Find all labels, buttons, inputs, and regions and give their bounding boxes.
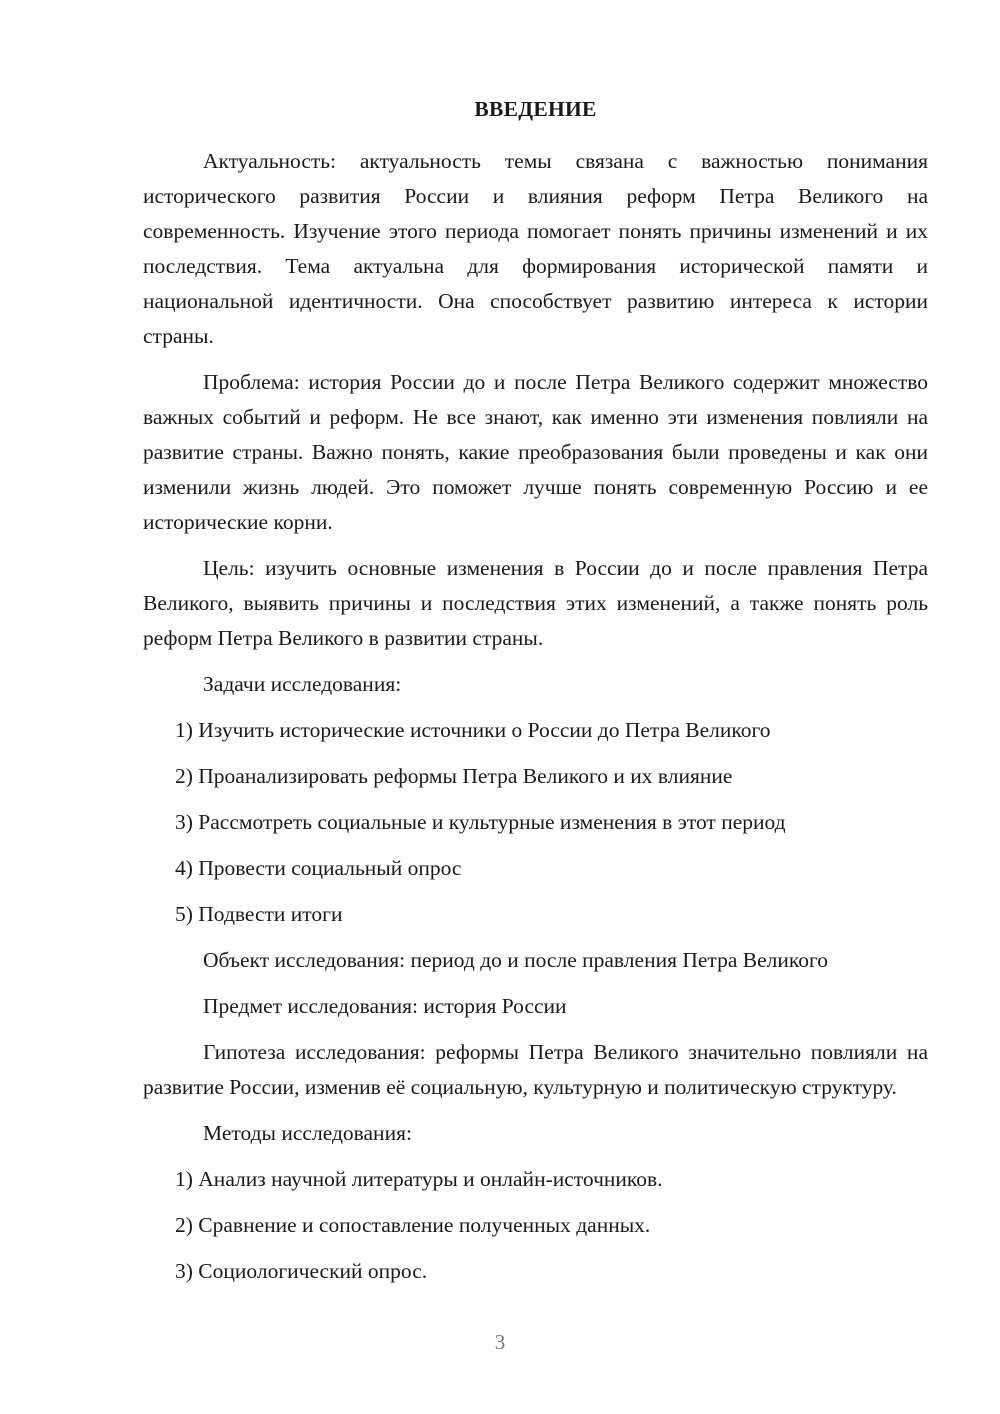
tasks-heading: Задачи исследования: <box>203 672 402 696</box>
method-item-3: 3) Социологический опрос. <box>175 1259 428 1283</box>
task-item-1: 1) Изучить исторические источники о России до Петра Великого <box>175 718 771 742</box>
task-item-2: 2) Проанализировать реформы Петра Великого и их влияние <box>175 764 733 788</box>
hypothesis-paragraph: Гипотеза исследования: реформы Петра Великого значительно повлияли на развитие России, изменив её социальную, культурную и политическую структуру. <box>143 1040 928 1099</box>
actuality-paragraph: Актуальность: актуальность темы связана с важностью понимания исторического развития России и влияния реформ Петра Великого на современность. Изучение этого периода помогает понять причины изменений и их последствия. Тема актуальна для формирования исторической памяти и национальной идентичности. Она способствует развитию интереса к истории страны. <box>143 149 928 348</box>
task-item-5: 5) Подвести итоги <box>175 902 343 926</box>
research-subject: Предмет исследования: история России <box>203 994 567 1018</box>
method-item-2: 2) Сравнение и сопоставление полученных данных. <box>175 1213 651 1237</box>
task-item-3: 3) Рассмотреть социальные и культурные изменения в этот период <box>175 810 786 834</box>
goal-paragraph: Цель: изучить основные изменения в России до и после правления Петра Великого, выявить причины и последствия этих изменений, а также понять роль реформ Петра Великого в развитии страны. <box>143 556 928 650</box>
document-page <box>143 92 928 1300</box>
methods-heading: Методы исследования: <box>203 1121 412 1145</box>
method-item-1: 1) Анализ научной литературы и онлайн-источников. <box>175 1167 663 1191</box>
research-object: Объект исследования: период до и после правления Петра Великого <box>203 948 828 972</box>
document-title: ВВЕДЕНИЕ <box>474 97 597 121</box>
problem-paragraph: Проблема: история России до и после Петра Великого содержит множество важных событий и реформ. Не все знают, как именно эти изменения повлияли на развитие страны. Важно понять, какие преобразования были проведены и как они изменили жизнь людей. Это поможет лучше понять современную Россию и ее исторические корни. <box>143 370 928 534</box>
task-item-4: 4) Провести социальный опрос <box>175 856 462 880</box>
page-number: 3 <box>494 1330 506 1354</box>
